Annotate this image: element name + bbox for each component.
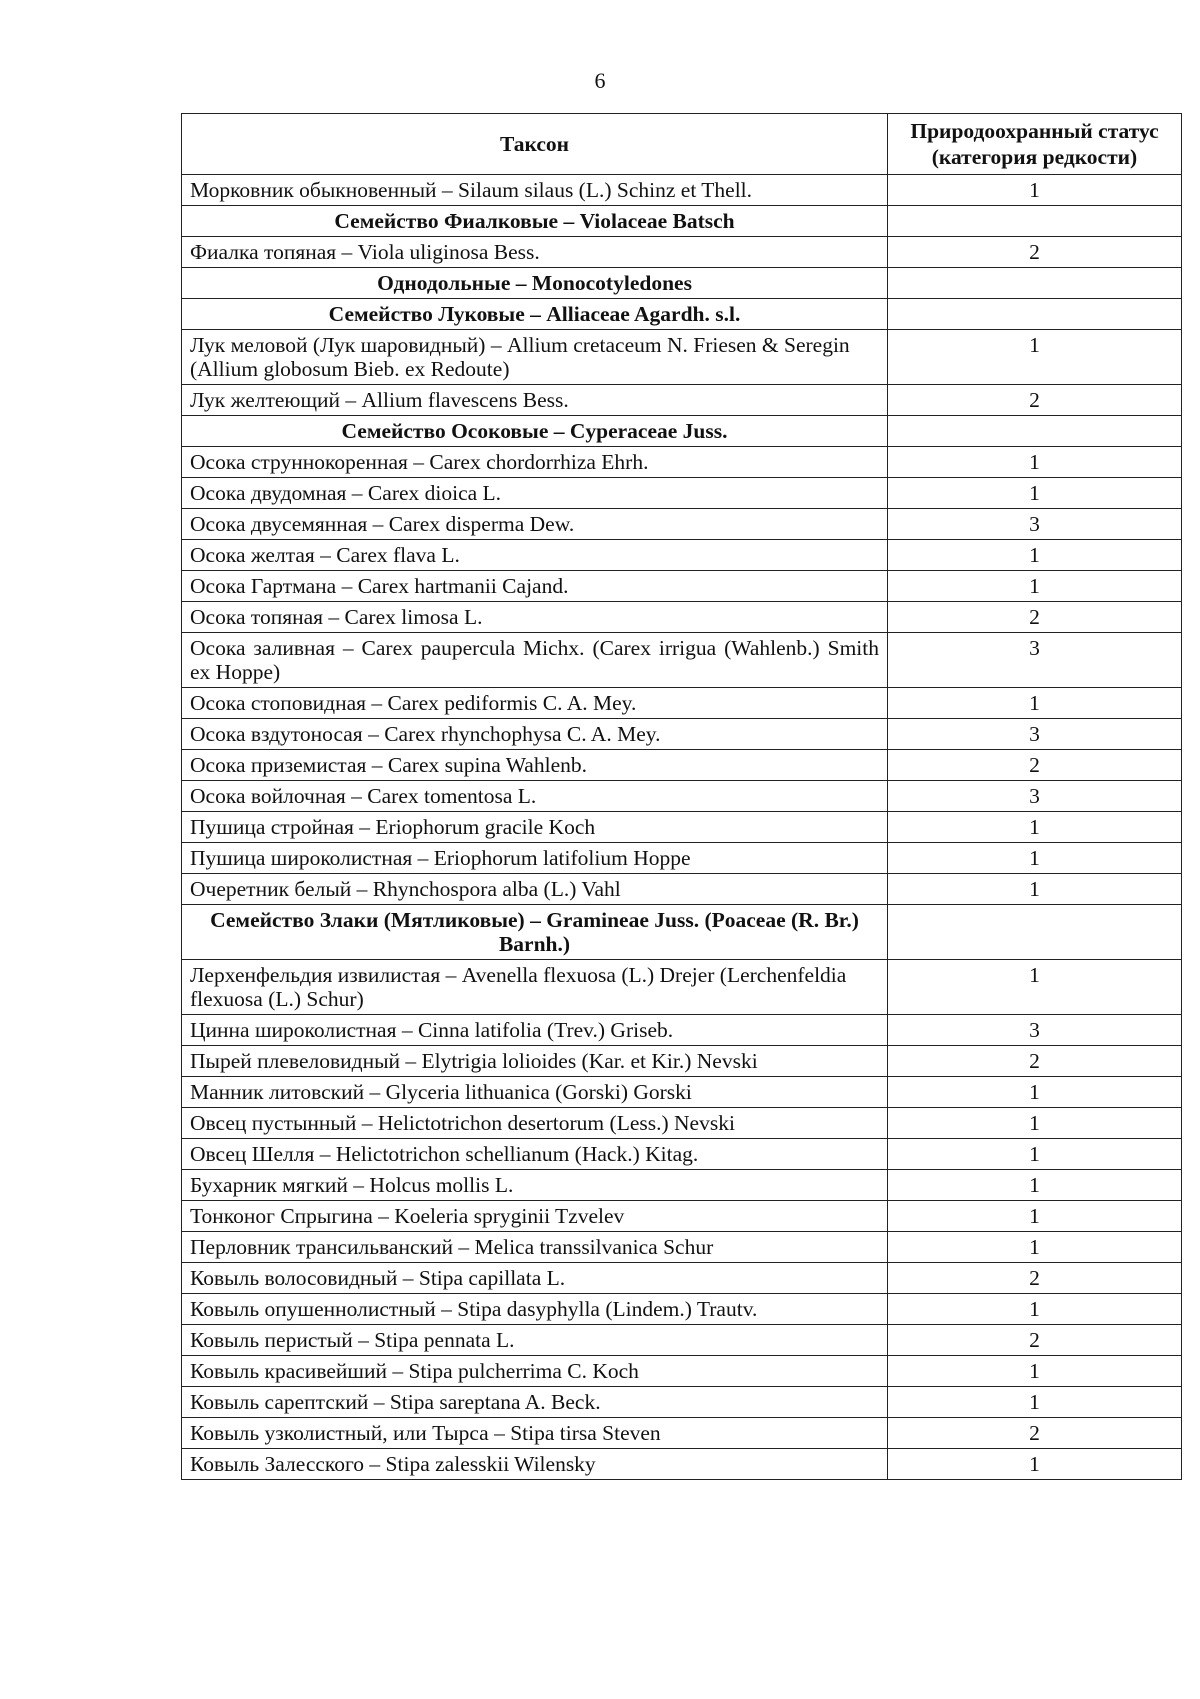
rarity-status: 1	[888, 478, 1182, 509]
family-name: Семейство Осоковые – Cyperaceae Juss.	[182, 416, 888, 447]
taxon-name: Морковник обыкновенный – Silaum silaus (L.) Schinz et Thell.	[182, 175, 888, 206]
table-row	[182, 1387, 1182, 1418]
rarity-status: 1	[888, 1232, 1182, 1263]
family-name: Семейство Фиалковые – Violaceae Batsch	[182, 206, 888, 237]
column-header-taxon: Таксон	[182, 114, 888, 175]
taxon-name: Очеретник белый – Rhynchospora alba (L.) Vahl	[182, 874, 888, 905]
rarity-status: 1	[888, 1108, 1182, 1139]
taxon-name: Ковыль Залесского – Stipa zalesskii Wilensky	[182, 1449, 888, 1480]
rarity-status: 3	[888, 781, 1182, 812]
table-row	[182, 175, 1182, 206]
taxon-name: Ковыль опушеннолистный – Stipa dasyphylla (Lindem.) Trautv.	[182, 1294, 888, 1325]
table-row	[182, 237, 1182, 268]
taxon-name: Осока вздутоносая – Carex rhynchophysa C. A. Mey.	[182, 719, 888, 750]
taxon-name: Пырей плевеловидный – Elytrigia lolioides (Kar. et Kir.) Nevski	[182, 1046, 888, 1077]
table-row	[182, 812, 1182, 843]
rarity-status: 1	[888, 1201, 1182, 1232]
rarity-status: 1	[888, 1170, 1182, 1201]
taxon-name: Ковыль сарептский – Stipa sareptana A. Beck.	[182, 1387, 888, 1418]
rarity-status: 2	[888, 1325, 1182, 1356]
rarity-status: 1	[888, 447, 1182, 478]
table-row	[182, 478, 1182, 509]
rarity-status: 3	[888, 633, 1182, 688]
table-row	[182, 1418, 1182, 1449]
table-row	[182, 1356, 1182, 1387]
table-row	[182, 571, 1182, 602]
table-row	[182, 1449, 1182, 1480]
rarity-status: 1	[888, 571, 1182, 602]
rarity-status: 2	[888, 237, 1182, 268]
family-name: Однодольные – Monocotyledones	[182, 268, 888, 299]
page-number: 6	[594, 68, 606, 93]
taxon-name: Манник литовский – Glyceria lithuanica (Gorski) Gorski	[182, 1077, 888, 1108]
column-header-status: Природоохранный статус (категория редкости)	[888, 114, 1182, 175]
rarity-status: 1	[888, 960, 1182, 1015]
rarity-status: 2	[888, 1418, 1182, 1449]
rarity-status: 1	[888, 1449, 1182, 1480]
taxon-name: Осока двудомная – Carex dioica L.	[182, 478, 888, 509]
rarity-status: 1	[888, 812, 1182, 843]
table-row	[182, 1294, 1182, 1325]
family-name: Семейство Луковые – Alliaceae Agardh. s.l.	[182, 299, 888, 330]
taxon-name: Овсец пустынный – Helictotrichon desertorum (Less.) Nevski	[182, 1108, 888, 1139]
table-row	[182, 1325, 1182, 1356]
taxon-name: Бухарник мягкий – Holcus mollis L.	[182, 1170, 888, 1201]
rarity-status	[888, 416, 1182, 447]
table-row	[182, 750, 1182, 781]
table-row	[182, 540, 1182, 571]
table-row	[182, 1108, 1182, 1139]
table-row	[182, 874, 1182, 905]
taxon-name: Лук желтеющий – Allium flavescens Bess.	[182, 385, 888, 416]
rare-species-table	[181, 113, 1182, 1480]
table-header-row	[182, 114, 1182, 175]
rarity-status: 2	[888, 1263, 1182, 1294]
taxon-name: Осока струннокоренная – Carex chordorrhiza Ehrh.	[182, 447, 888, 478]
taxon-name: Фиалка топяная – Viola uliginosa Bess.	[182, 237, 888, 268]
rarity-status: 1	[888, 540, 1182, 571]
taxon-name: Тонконог Спрыгина – Koeleria spryginii Tzvelev	[182, 1201, 888, 1232]
taxon-name: Перловник трансильванский – Melica transsilvanica Schur	[182, 1232, 888, 1263]
taxon-name: Осока заливная – Carex paupercula Michx. (Carex irrigua (Wahlenb.) Smith ex Hoppe)	[182, 633, 888, 688]
rarity-status: 1	[888, 874, 1182, 905]
rarity-status: 1	[888, 1294, 1182, 1325]
table-row	[182, 1263, 1182, 1294]
rarity-status: 3	[888, 1015, 1182, 1046]
rarity-status	[888, 206, 1182, 237]
rarity-status: 1	[888, 688, 1182, 719]
table-row	[182, 1201, 1182, 1232]
table-row	[182, 385, 1182, 416]
taxon-name: Лерхенфельдия извилистая – Avenella flexuosa (L.) Drejer (Lerchenfeldia flexuosa (L.) Schur)	[182, 960, 888, 1015]
table-row	[182, 602, 1182, 633]
taxon-name: Осока войлочная – Carex tomentosa L.	[182, 781, 888, 812]
taxon-name: Осока топяная – Carex limosa L.	[182, 602, 888, 633]
taxon-name: Ковыль красивейший – Stipa pulcherrima C. Koch	[182, 1356, 888, 1387]
taxon-name: Ковыль узколистный, или Тырса – Stipa tirsa Steven	[182, 1418, 888, 1449]
family-heading-row	[182, 268, 1182, 299]
rarity-status: 1	[888, 330, 1182, 385]
rarity-status: 2	[888, 385, 1182, 416]
rarity-status	[888, 268, 1182, 299]
rarity-status	[888, 299, 1182, 330]
taxon-name: Овсец Шелля – Helictotrichon schellianum (Hack.) Kitag.	[182, 1139, 888, 1170]
taxon-name: Осока стоповидная – Carex pediformis C. A. Mey.	[182, 688, 888, 719]
rarity-status: 3	[888, 509, 1182, 540]
table-row	[182, 330, 1182, 385]
family-heading-row	[182, 299, 1182, 330]
rarity-status: 2	[888, 602, 1182, 633]
taxon-name: Цинна широколистная – Cinna latifolia (Trev.) Griseb.	[182, 1015, 888, 1046]
rarity-status: 1	[888, 175, 1182, 206]
rarity-status: 1	[888, 843, 1182, 874]
table-row	[182, 447, 1182, 478]
family-heading-row	[182, 206, 1182, 237]
table-row	[182, 633, 1182, 688]
table-row	[182, 719, 1182, 750]
table-row	[182, 1232, 1182, 1263]
family-heading-row	[182, 905, 1182, 960]
taxon-name: Пушица широколистная – Eriophorum latifolium Hoppe	[182, 843, 888, 874]
taxon-name: Ковыль волосовидный – Stipa capillata L.	[182, 1263, 888, 1294]
rarity-status: 2	[888, 1046, 1182, 1077]
table-row	[182, 781, 1182, 812]
taxon-name: Осока Гартмана – Carex hartmanii Cajand.	[182, 571, 888, 602]
table-row	[182, 1170, 1182, 1201]
taxon-name: Осока желтая – Carex flava L.	[182, 540, 888, 571]
taxon-name: Ковыль перистый – Stipa pennata L.	[182, 1325, 888, 1356]
rarity-status: 1	[888, 1077, 1182, 1108]
rarity-status: 3	[888, 719, 1182, 750]
taxon-name: Пушица стройная – Eriophorum gracile Koch	[182, 812, 888, 843]
rarity-status: 1	[888, 1387, 1182, 1418]
table-row	[182, 960, 1182, 1015]
rarity-status	[888, 905, 1182, 960]
taxon-name: Осока приземистая – Carex supina Wahlenb.	[182, 750, 888, 781]
taxon-name: Осока двусемянная – Carex disperma Dew.	[182, 509, 888, 540]
table-body	[182, 175, 1182, 1480]
rarity-status: 1	[888, 1356, 1182, 1387]
table-row	[182, 1046, 1182, 1077]
taxon-name: Лук меловой (Лук шаровидный) – Allium cretaceum N. Friesen & Seregin (Allium globosum Bieb. ex Redoute)	[182, 330, 888, 385]
table-row	[182, 1139, 1182, 1170]
table-row	[182, 1077, 1182, 1108]
rarity-status: 1	[888, 1139, 1182, 1170]
table-row	[182, 1015, 1182, 1046]
table-row	[182, 688, 1182, 719]
table-row	[182, 509, 1182, 540]
family-name: Семейство Злаки (Мятликовые) – Gramineae Juss. (Poaceae (R. Br.) Barnh.)	[182, 905, 888, 960]
rarity-status: 2	[888, 750, 1182, 781]
family-heading-row	[182, 416, 1182, 447]
table-row	[182, 843, 1182, 874]
